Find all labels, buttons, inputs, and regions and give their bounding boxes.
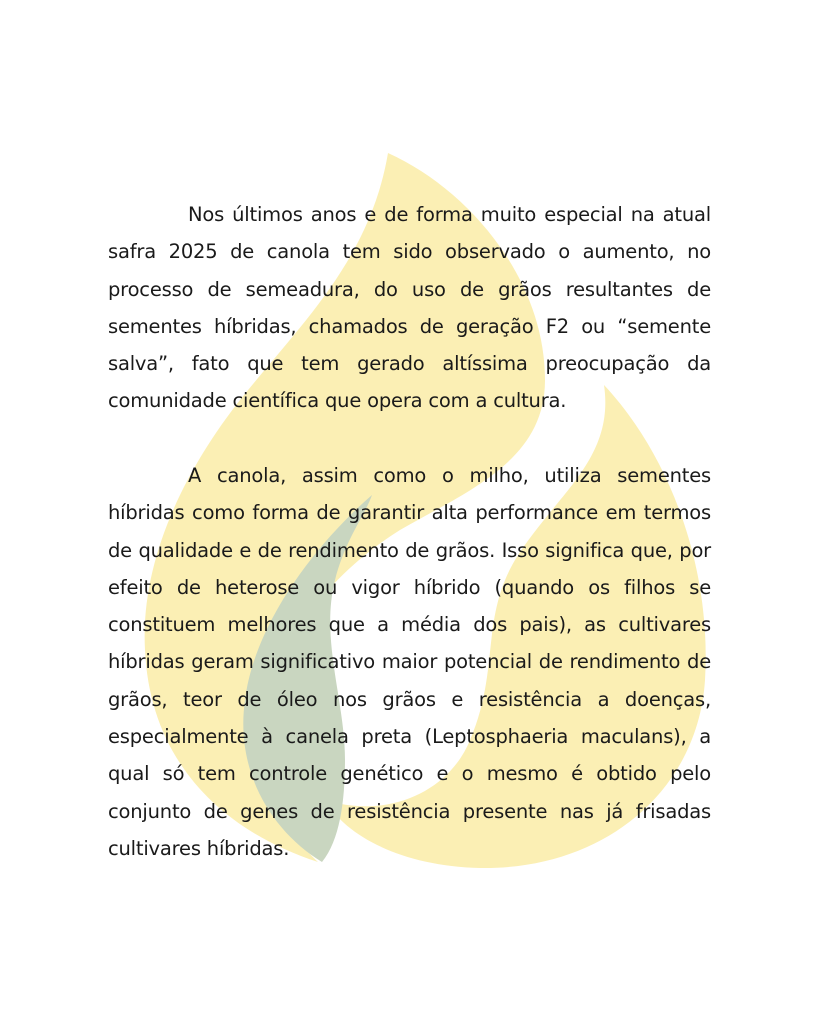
paragraph-2: A canola, assim como o milho, utiliza sementes híbridas como forma de garantir alta performance em termos de qualidade e de rendimento de grãos. Isso significa que, por efeito de heterose ou vigor híbrido (quando os filhos se constituem melhores que a média dos pais), as cultivares híbridas geram significativo maior potencial de rendimento de grãos, teor de óleo nos grãos e resistência a doenças, especialmente à canela preta (Leptosphaeria maculans), a qual só tem controle genético e o mesmo é obtido pelo conjunto de genes de resistência presente nas já frisadas cultivares híbridas. [108,464,711,860]
paragraph-1: Nos últimos anos e de forma muito especial na atual safra 2025 de canola tem sido observado o aumento, no processo de semeadura, do uso de grãos resultantes de sementes híbridas, chamados de geração F2 ou “semente salva”, fato que tem gerado altíssima preocupação da comunidade científica que opera com a cultura. [108,203,711,413]
